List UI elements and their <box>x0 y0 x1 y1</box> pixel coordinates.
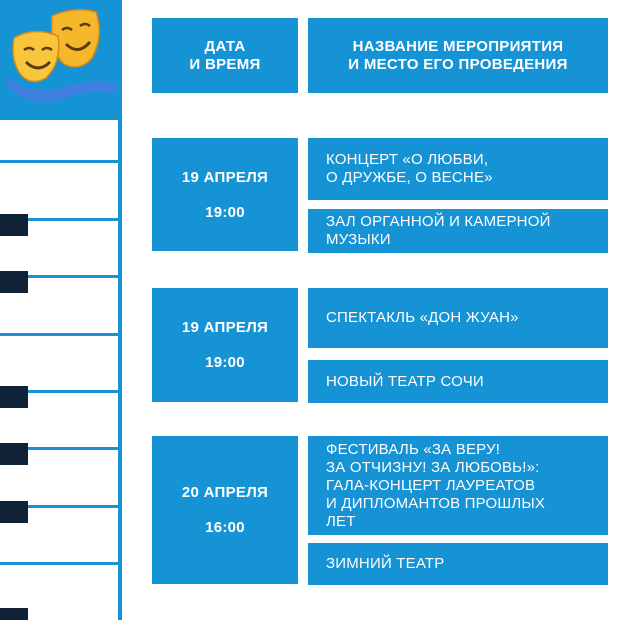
event-date: 19 АПРЕЛЯ <box>181 319 269 336</box>
piano-black-key <box>0 443 28 465</box>
piano-key-line <box>0 160 118 163</box>
piano-black-key <box>0 501 28 523</box>
event-time: 16:00 <box>205 519 245 536</box>
piano-black-key <box>0 386 28 408</box>
event-date-cell <box>152 288 298 402</box>
piano-key-line <box>0 333 118 336</box>
theatre-masks-icon <box>4 6 116 110</box>
event-name: СПЕКТАКЛЬ «ДОН ЖУАН» <box>308 288 608 348</box>
piano-key-line <box>0 562 118 565</box>
piano-black-key <box>0 214 28 236</box>
event-date: 19 АПРЕЛЯ <box>181 168 269 186</box>
piano-black-key <box>0 608 28 620</box>
sidebar-border <box>118 0 122 620</box>
event-venue: ЗИМНИЙ ТЕАТР <box>308 543 608 585</box>
logo-panel <box>0 0 122 120</box>
event-date-cell <box>152 436 298 584</box>
event-venue: ЗАЛ ОРГАННОЙ И КАМЕРНОЙ МУЗЫКИ <box>308 209 608 253</box>
piano-sidebar <box>0 0 122 620</box>
event-time: 19:00 <box>205 354 245 371</box>
event-date-cell <box>152 138 298 251</box>
event-name: КОНЦЕРТ «О ЛЮБВИ, О ДРУЖБЕ, О ВЕСНЕ» <box>308 138 608 200</box>
piano-black-key <box>0 271 28 293</box>
header-event-name-venue: НАЗВАНИЕ МЕРОПРИЯТИЯ И МЕСТО ЕГО ПРОВЕДЕНИЯ <box>308 18 608 93</box>
event-venue: НОВЫЙ ТЕАТР СОЧИ <box>308 360 608 403</box>
event-name: ФЕСТИВАЛЬ «ЗА ВЕРУ! ЗА ОТЧИЗНУ! ЗА ЛЮБОВЬ!»: ГАЛА-КОНЦЕРТ ЛАУРЕАТОВ И ДИПЛОМАНТОВ ПРОШЛЫХ ЛЕТ <box>308 436 608 535</box>
header-date-time: ДАТА И ВРЕМЯ <box>152 18 298 93</box>
event-date: 20 АПРЕЛЯ <box>181 484 269 501</box>
event-time: 19:00 <box>205 203 245 221</box>
